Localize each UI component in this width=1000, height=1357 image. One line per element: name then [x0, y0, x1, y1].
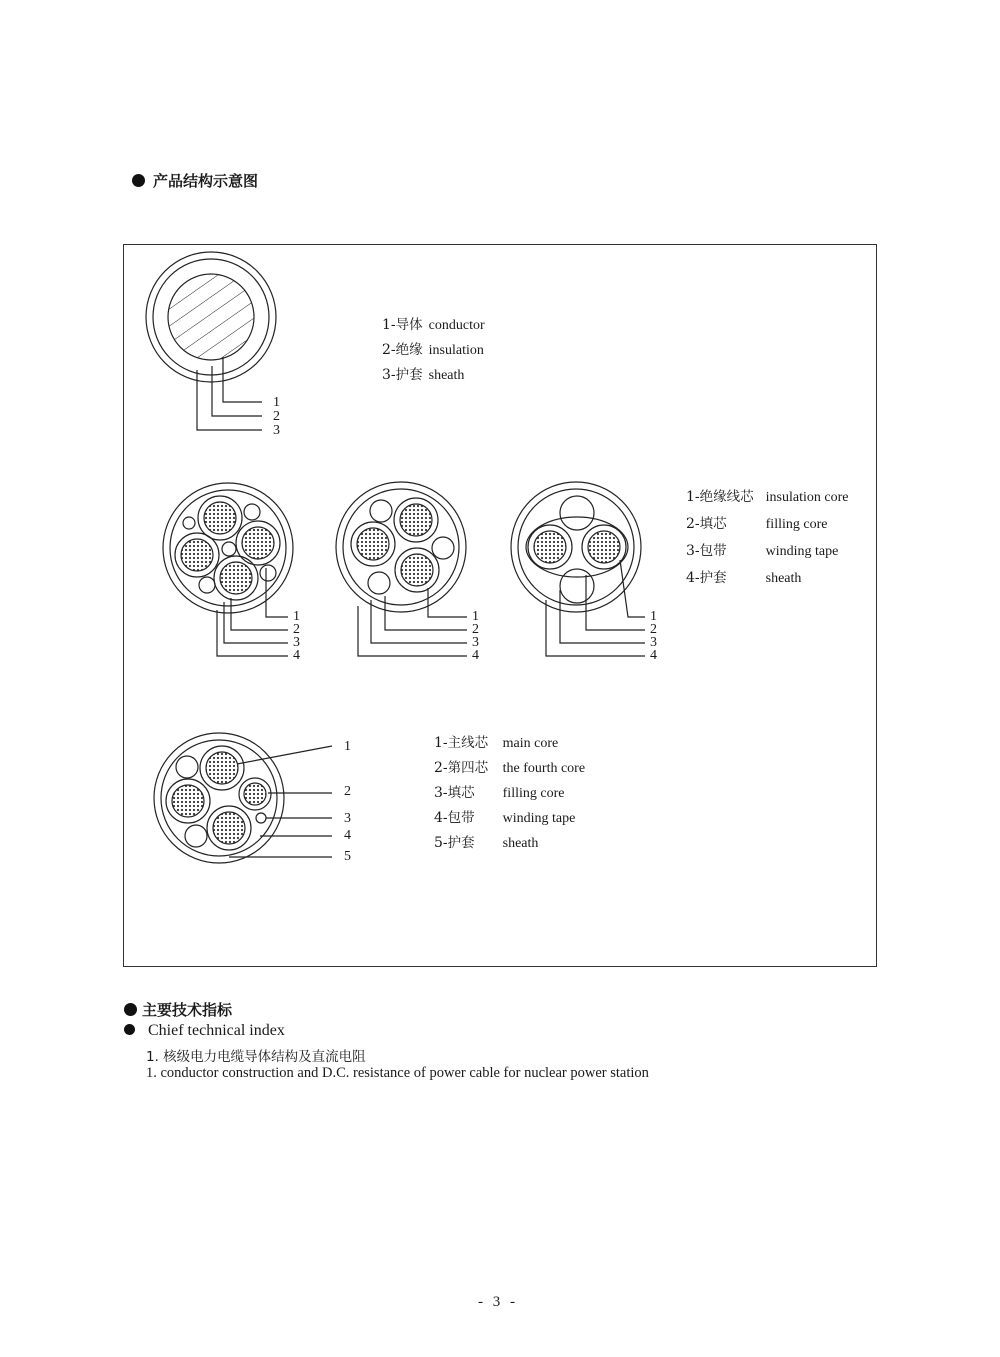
multi-core-cable-diagram-b	[336, 482, 467, 656]
legend-item: 5-护套 sheath	[434, 835, 539, 851]
multi-core-cable-diagram-a	[163, 483, 293, 656]
legend-item: 2-填芯 filling core	[686, 516, 828, 532]
item1-zh: 1. 核级电力电缆导体结构及直流电阻	[146, 1049, 366, 1065]
tech-heading-en-text: Chief technical index	[148, 1022, 285, 1039]
legend-item: 3-护套 sheath	[382, 367, 465, 383]
legend-item: 3-填芯 filling core	[434, 785, 565, 801]
section-heading-text: 产品结构示意图	[153, 172, 259, 190]
labels-cable-b: 1 2 3 4	[472, 609, 479, 663]
bullet-icon	[124, 1024, 135, 1035]
item1-en: 1. conductor construction and D.C. resistance of power cable for nuclear power station	[146, 1065, 649, 1081]
label-2: 2	[273, 409, 280, 424]
legend-item: 1-导体 conductor	[382, 317, 485, 333]
legend-2	[686, 484, 848, 592]
labels-cable-a: 1 2 3 4	[293, 609, 300, 663]
single-core-cable-diagram	[146, 252, 276, 430]
legend-item: 3-包带 winding tape	[686, 543, 839, 559]
tech-heading-en	[124, 1022, 285, 1040]
page-number: - 3 -	[478, 1294, 518, 1310]
label-4: 4	[344, 828, 351, 843]
label-5: 5	[344, 849, 351, 864]
label-3: 3	[273, 423, 280, 438]
legend-item: 1-绝缘线芯 insulation core	[686, 489, 849, 505]
label-1: 1	[273, 395, 280, 410]
tech-heading-zh-text: 主要技术指标	[142, 1001, 233, 1019]
legend-item: 1-主线芯 main core	[434, 735, 559, 751]
legend-1	[382, 313, 485, 388]
four-plus-one-core-cable-diagram	[154, 733, 332, 863]
label-3: 3	[344, 811, 351, 826]
legend-item: 2-绝缘 insulation	[382, 342, 484, 358]
labels-cable-c: 1 2 3 4	[650, 609, 657, 663]
label-2: 2	[344, 784, 351, 799]
label-1: 1	[344, 739, 351, 754]
bullet-icon	[124, 1003, 137, 1016]
legend-item: 4-包带 winding tape	[434, 810, 576, 826]
legend-3	[434, 731, 585, 856]
tech-heading-zh	[124, 999, 232, 1020]
legend-item: 2-第四芯 the fourth core	[434, 760, 586, 776]
legend-item: 4-护套 sheath	[686, 570, 802, 586]
multi-core-cable-diagram-c	[511, 482, 645, 656]
